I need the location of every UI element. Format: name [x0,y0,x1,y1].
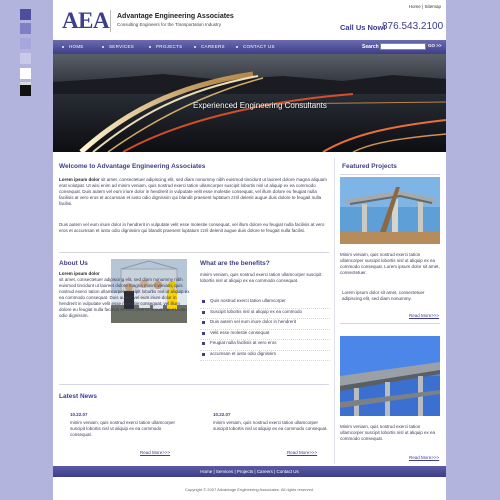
divider [340,323,440,324]
benefit-item [200,351,330,362]
hero-title: Experienced Engineering Consultants [193,101,327,110]
welcome-paragraph-2: Duis autem vel eum iriure dolor in hendrerit in vulputate velit esse molestie consequat, vel illum dolore eu feugiat nulla facilisis at vero eros et accumsan et iusto odio dignissim qui blandit praesent luptatum zzril delenit augue duis dolore te feugait nulla facilisi. [59,222,325,233]
footer-link-careers[interactable]: Careers [256,469,273,474]
bullet-icon [202,342,205,345]
nav-services[interactable]: SERVICES [109,44,135,49]
nav-projects[interactable]: PROJECTS [156,44,183,49]
page [53,0,446,500]
welcome-heading: Welcome to Advantage Engineering Associates [59,163,206,170]
benefit-item [200,319,330,330]
nav-bullet-icon [62,46,64,48]
color-swatch [20,53,31,64]
footer-separator: | [274,469,277,474]
nav-careers[interactable]: CAREERS [201,44,225,49]
phone-number: 876.543.2100 [382,21,444,32]
news-date: 10.22.07 [213,412,231,417]
featured-paragraph-1: Minim veniam, quis nostrud exerci tation ullamcorper suscipit lobortis nisl ut aliquip ex ea commodo consequat. Lorem ipsum dolor sit amet, consectetuer. [340,252,440,275]
site-header [53,0,446,40]
color-swatch [20,23,31,34]
tagline: Consulting Engineers for the Transportation Industry [117,22,222,27]
divider [59,384,329,385]
nav-contact-us[interactable]: CONTACT US [243,44,275,49]
benefit-item [200,298,330,309]
top-link-sitemap[interactable]: Sitemap [424,4,441,9]
welcome-text [59,177,329,207]
benefit-label: Feugiat nulla facilisis at vero eros [210,340,277,345]
search-input[interactable] [380,43,426,50]
featured-heading: Featured Projects [342,163,397,170]
color-swatch [20,38,31,49]
featured-paragraph-3: Minim veniam, quis nostrud exerci tation ullamcorper suscipit lobortis nisl ut aliquip ex ea commodo consequat. [340,424,436,441]
benefit-item [200,309,330,320]
news-text: minim veniam, quis nostrud exerci tation ullamcorper suscipit lobortis nisl ut aliquip ex ea commodo consequat. [213,420,328,431]
bullet-icon [202,300,205,303]
featured-read-more-link[interactable]: Read More>>> [409,313,440,318]
benefit-label: Quis nostrud exerci tation ullamcorper [210,298,286,303]
divider [59,252,329,253]
news-heading: Latest News [59,393,97,400]
search-label: Search [362,44,379,50]
footer-separator: | [254,469,257,474]
hero-banner [53,54,446,152]
benefits-list [200,298,330,361]
top-links-separator: | [422,4,425,9]
divider [340,174,440,175]
top-link-home[interactable]: Home [408,4,421,9]
main-nav [53,40,446,54]
about-lead: Lorem ipsum dolor [59,271,100,276]
logo-divider [110,10,111,32]
footer-link-projects[interactable]: Projects [236,469,254,474]
copyright: Copyright © 2007 Advantage Engineering Associates. All rights reserved. [184,487,315,492]
project-photo-overpass [340,336,440,416]
footer-separator: | [213,469,216,474]
color-swatch [20,85,31,96]
nav-home[interactable]: HOME [69,44,84,49]
column-divider [334,158,335,464]
call-us-label: Call Us Now! [340,23,386,32]
color-swatch [20,68,31,79]
footer-links [53,469,446,474]
news-read-more-link[interactable]: Read More>>> [287,450,318,455]
benefits-heading: What are the benefits? [200,260,270,267]
bullet-icon [202,311,205,314]
news-read-more-link[interactable]: Read More>>> [140,450,171,455]
footer-link-home[interactable]: Home [200,469,213,474]
company-name: Advantage Engineering Associates [117,13,234,20]
search-go-button[interactable]: GO >> [428,43,442,48]
benefits-intro: minim veniam, quis nostrud exerci tation ullamcorper suscipit lobortis nisl ut aliquip ex ea commodo consequat. [200,272,322,283]
featured-paragraph-2: Lorem ipsum dolor sit amet, consectetuer adipiscing elit, sed diam nonummy. [342,290,425,301]
logo[interactable]: AEA [62,8,110,33]
benefit-label: Suscipit lobortis nisl ut aliquip ex ea commodo [210,308,303,314]
welcome-paragraph-1: sit amet, consectetuer adipiscing elit, sed diam nonummy nibh euismod tincidunt ut laoreet dolore magna aliquam erat volutpat. Ut wisi enim ad minim veniam, quis nostrud exerci tation ullamcorper suscipit lobortis nisl ut aliquip ex ea commodo consequat. Duis autem vel eum iriure dolor in hendrerit in vulputate velit esse molestie consequat, vel illum dolore eu feugiat nulla facilisis at vero eros et accumsan et iusto odio dignissim qui blandit praesent luptatum zzril delenit augue duis dolore te feugait nulla facilisi. [59,177,327,206]
news-date: 10.22.07 [70,412,88,417]
benefit-label: accumsan et iusto odio dignissim [210,350,277,356]
footer-link-contact-us[interactable]: Contact Us [276,469,299,474]
top-links [409,4,441,9]
nav-bullet-icon [102,46,104,48]
footer-nav [53,466,446,477]
footer-link-services[interactable]: Services [215,469,234,474]
about-heading: About Us [59,260,88,267]
benefit-label: Duis autem vel eum iriure dolor in hendrerit [210,319,297,324]
color-swatch [20,9,31,20]
welcome-lead: Lorem ipsum dolor [59,177,100,182]
bullet-icon [202,353,205,356]
nav-bullet-icon [236,46,238,48]
news-text: minim veniam, quis nostrud exerci tation ullamcorper suscipit lobortis nisl ut aliquip ex ea commodo consequat. [70,420,176,437]
nav-bullet-icon [194,46,196,48]
about-paragraph: sit amet, consectetuer adipiscing elit, sed diam nonummy nibh euismod tincidunt ut laoreet dolore magna minim veniam, quis nostrud exerci tation ullamcorper suscipit lobortis nisl ut aliquip ex ea commodo consequat. Duis autem vel eum iriure dolor in hendrerit in vulputate velit esse molestie consequat, vel illum dolore eu feugiat nulla facilisis at vero eros et accumsan et iusto odio dignissim. [59,277,190,318]
benefit-item [200,340,330,351]
benefit-item [200,330,330,341]
featured-read-more-link[interactable]: Read More>>> [409,455,440,460]
footer-separator: | [234,469,237,474]
bullet-icon [202,321,205,324]
benefit-label: Velit esse molestie consequat [210,329,270,335]
bullet-icon [202,332,205,335]
project-photo-bridge-construction [340,177,440,244]
nav-bullet-icon [149,46,151,48]
